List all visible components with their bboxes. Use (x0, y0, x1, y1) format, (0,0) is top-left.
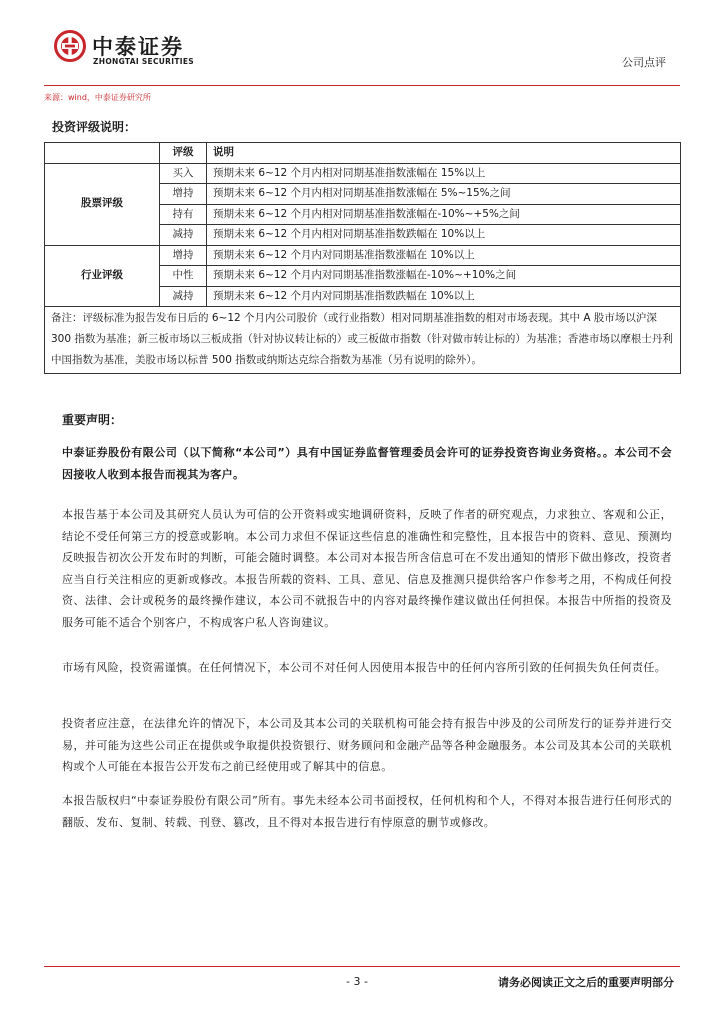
grade-cell: 买入 (160, 163, 207, 184)
table-header-grade: 评级 (160, 143, 207, 164)
declaration-paragraph: 投资者应注意，在法律允许的情况下，本公司及其本公司的关联机构可能会持有报告中涉及的公司所发行的证券并进行交易，并可能为这些公司正在提供或争取提供投资银行、财务顾问和金融产品等各种金融服务。本公司及其本公司的关联机构或个人可能在本报告公开发布之前已经使用或了解其中的信息。 (62, 717, 672, 773)
industry-rating-label: 行业评级 (45, 245, 160, 307)
desc-cell: 预期未来 6~12 个月内相对同期基准指数涨幅在-10%~+5%之间 (207, 204, 681, 225)
grade-cell: 持有 (160, 204, 207, 225)
rating-note: 备注：评级标准为报告发布日后的 6~12 个月内公司股价（或行业指数）相对同期基准指数的相对市场表现。其中 A 股市场以沪深 300 指数为基准；新三板市场以三板成指（针对协议转让标的）或三板做市指数（针对做市转让标的）为基准；香港市场以摩根士丹利中国指数为基准，美股市场以标普 500 指数或纳斯达克综合指数为基准（另有说明的除外）。 (45, 307, 681, 374)
table-header-row (45, 143, 681, 164)
page-number: - 3 - (346, 975, 368, 988)
source-note: 来源：wind，中泰证券研究所 (44, 93, 151, 102)
desc-cell: 预期未来 6~12 个月内对同期基准指数跌幅在 10%以上 (207, 286, 681, 307)
logo-text-en: ZHONGTAI SECURITIES (93, 57, 194, 66)
table-row (45, 245, 681, 266)
declaration-paragraph: 市场有风险，投资需谨慎。在任何情况下，本公司不对任何人因使用本报告中的任何内容所引致的任何损失负任何责任。 (62, 661, 667, 674)
footer-note: 请务必阅读正文之后的重要声明部分 (498, 976, 674, 989)
grade-cell: 增持 (160, 184, 207, 205)
rating-table (44, 142, 681, 374)
logo-text-cn: 中泰证券 (92, 35, 184, 59)
page-header (50, 28, 670, 80)
grade-cell: 中性 (160, 266, 207, 287)
grade-cell: 增持 (160, 245, 207, 266)
footer-divider (44, 966, 680, 967)
grade-cell: 减持 (160, 286, 207, 307)
table-header-blank (45, 143, 160, 164)
stock-rating-label: 股票评级 (45, 163, 160, 245)
declaration-title: 重要声明： (62, 413, 123, 427)
desc-cell: 预期未来 6~12 个月内相对同期基准指数跌幅在 10%以上 (207, 225, 681, 246)
header-divider (44, 85, 680, 86)
table-header-desc: 说明 (207, 143, 681, 164)
table-row (45, 163, 681, 184)
table-note-row (45, 307, 681, 374)
declaration-paragraph: 本报告基于本公司及其研究人员认为可信的公开资料或实地调研资料，反映了作者的研究观点，力求独立、客观和公正，结论不受任何第三方的授意或影响。本公司力求但不保证这些信息的准确性和完整性，且本报告中的资料、意见、预测均反映报告初次公开发布时的判断，可能会随时调整。本公司对本报告所含信息可在不发出通知的情形下做出修改，投资者应当自行关注相应的更新或修改。本报告所载的资料、工具、意见、信息及推测只提供给客户作参考之用，不构成任何投资、法律、会计或税务的最终操作建议，本公司不就报告中的内容对最终操作建议做出任何担保。本报告中所指的投资及服务可能不适合个别客户，不构成客户私人咨询建议。 (62, 508, 672, 629)
desc-cell: 预期未来 6~12 个月内对同期基准指数涨幅在-10%~+10%之间 (207, 266, 681, 287)
report-type-label: 公司点评 (622, 56, 666, 69)
rating-section-title: 投资评级说明： (52, 120, 137, 134)
grade-cell: 减持 (160, 225, 207, 246)
desc-cell: 预期未来 6~12 个月内相对同期基准指数涨幅在 15%以上 (207, 163, 681, 184)
zhongtai-logo-icon (54, 30, 86, 62)
desc-cell: 预期未来 6~12 个月内相对同期基准指数涨幅在 5%~15%之间 (207, 184, 681, 205)
declaration-qualification: 中泰证券股份有限公司（以下简称“本公司”）具有中国证券监督管理委员会许可的证券投资咨询业务资格。。本公司不会因接收人收到本报告而视其为客户。 (62, 446, 672, 481)
desc-cell: 预期未来 6~12 个月内对同期基准指数涨幅在 10%以上 (207, 245, 681, 266)
declaration-paragraph: 本报告版权归“中泰证券股份有限公司”所有。事先未经本公司书面授权，任何机构和个人，不得对本报告进行任何形式的翻版、发布、复制、转载、刊登、篡改，且不得对本报告进行有悖原意的删节或修改。 (62, 794, 672, 829)
